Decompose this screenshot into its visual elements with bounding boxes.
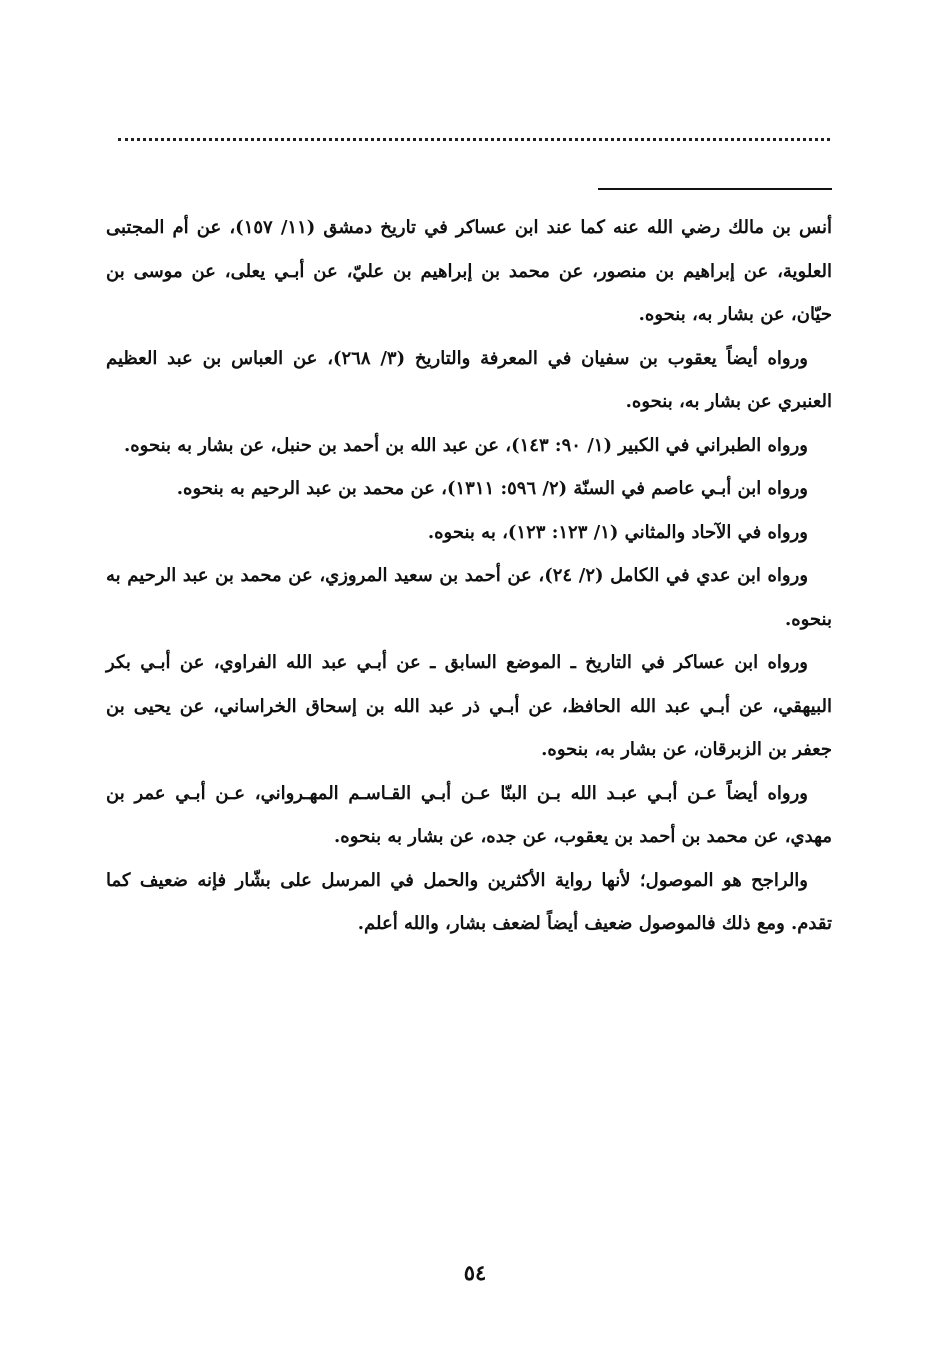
paragraph-7: ورواه ابن عساكر في التاريخ ـ الموضع السابق ـ عن أبـي عبد الله الفراوي، عن أبـي بكر البيهقي، عن أبـي عبد الله الحافظ، عن أبـي ذر عبد الله بن إسحاق الخراساني، عن يحيى بن جعفر بن الزبرقان، عن بشار به، بنحوه. bbox=[106, 652, 832, 760]
paragraph-6: ورواه ابن عدي في الكامل (٢/ ٢٤)، عن أحمد بن سعيد المروزي، عن محمد بن عبد الرحيم به بنحوه. bbox=[106, 565, 832, 630]
footnote-text-block bbox=[106, 206, 832, 946]
paragraph-9: والراجح هو الموصول؛ لأنها رواية الأكثرين والحمل في المرسل على بشّار فإنه ضعيف كما تقدم. ومع ذلك فالموصول ضعيف أيضاً لضعف بشار، والله أعلم. bbox=[106, 869, 832, 934]
paragraph-8: ورواه أيضاً عـن أبـي عبـد الله بـن البنّا عـن أبـي القـاسـم المهـرواني، عـن أبـي عمر بن مهدي، عن محمد بن أحمد بن يعقوب، عن جده، عن بشار به بنحوه. bbox=[106, 782, 832, 847]
paragraph-5: ورواه في الآحاد والمثاني (١/ ١٢٣: ١٢٣)، به بنحوه. bbox=[427, 521, 808, 543]
paragraph-2: ورواه أيضاً يعقوب بن سفيان في المعرفة والتاريخ (٣/ ٢٦٨)، عن العباس بن عبد العظيم العنبري عن بشار به، بنحوه. bbox=[106, 347, 832, 412]
paragraph-3: ورواه الطبراني في الكبير (١/ ٩٠: ١٤٣)، عن عبد الله بن أحمد بن حنبل، عن بشار به بنحوه. bbox=[123, 434, 808, 456]
paragraph-4: ورواه ابن أبـي عاصم في السنّة (٢/ ٥٩٦: ١٣١١)، عن محمد بن عبد الرحيم به بنحوه. bbox=[176, 478, 808, 499]
page-number: ٥٤ bbox=[463, 1260, 487, 1285]
footnote-separator-line bbox=[598, 188, 832, 190]
header-dotted-rule bbox=[118, 138, 830, 141]
paragraph-1: أنس بن مالك رضي الله عنه كما عند ابن عساكر في تاريخ دمشق (١١/ ١٥٧)، عن أم المجتبى العلوية، عن إبراهيم بن منصور، عن محمد بن إبراهيم بن عليّ، عن أبـي يعلى، عن موسى بن حيّان، عن بشار به، بنحوه. bbox=[106, 217, 833, 325]
